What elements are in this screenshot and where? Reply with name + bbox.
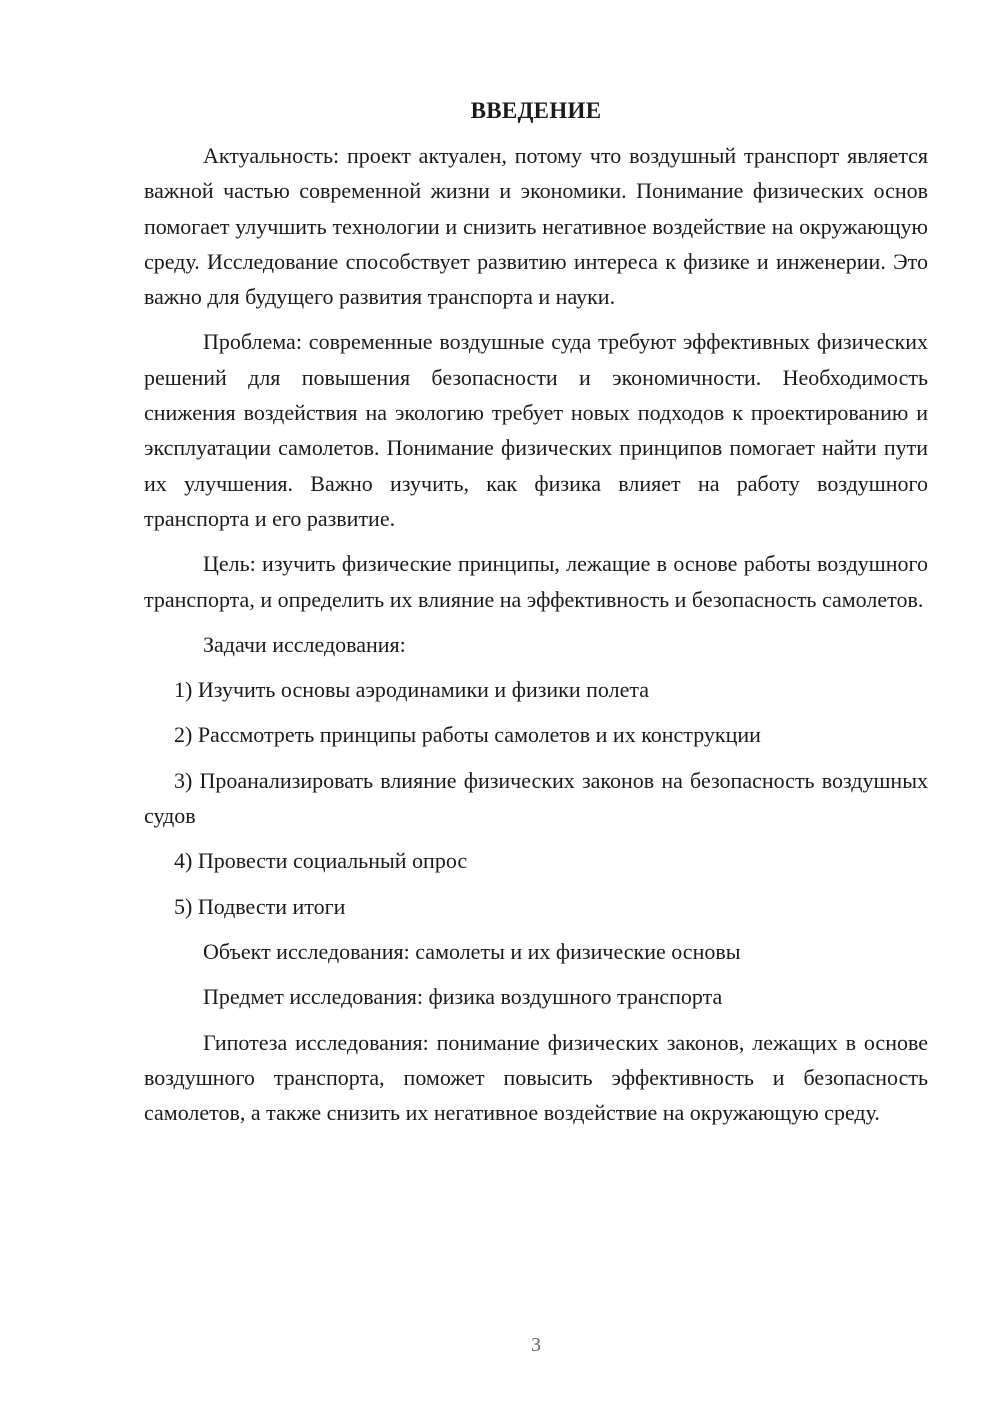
- goal-paragraph: Цель: изучить физические принципы, лежащие в основе работы воздушного транспорта, и определить их влияние на эффективность и безопасность самолетов.: [144, 551, 928, 612]
- tasks-heading: Задачи исследования:: [203, 631, 406, 657]
- hypothesis-paragraph: Гипотеза исследования: понимание физических законов, лежащих в основе воздушного транспорта, поможет повысить эффективность и безопасность самолетов, а также снизить их негативное воздействие на окружающую среду.: [144, 1029, 928, 1126]
- problem-paragraph: Проблема: современные воздушные суда требуют эффективных физических решений для повышения безопасности и экономичности. Необходимость снижения воздействия на экологию требует новых подходов к проектированию и эксплуатации самолетов. Понимание физических принципов помогает найти пути их улучшения. Важно изучить, как физика влияет на работу воздушного транспорта и его развитие.: [144, 329, 928, 531]
- research-object: Объект исследования: самолеты и их физические основы: [203, 938, 741, 964]
- research-subject: Предмет исследования: физика воздушного транспорта: [203, 984, 723, 1010]
- task-item-4: 4) Провести социальный опрос: [174, 848, 468, 874]
- task-item-1: 1) Изучить основы аэродинамики и физики полета: [174, 677, 650, 703]
- page-title: ВВЕДЕНИЕ: [470, 98, 602, 123]
- task-item-2: 2) Рассмотреть принципы работы самолетов и их конструкции: [174, 722, 761, 748]
- task-item-3: 3) Проанализировать влияние физических законов на безопасность воздушных судов: [144, 767, 928, 829]
- document-page: [144, 96, 928, 1140]
- relevance-paragraph: Актуальность: проект актуален, потому что воздушный транспорт является важной частью современной жизни и экономики. Понимание физических основ помогает улучшить технологии и снизить негативное воздействие на окружающую среду. Исследование способствует развитию интереса к физике и инженерии. Это важно для будущего развития транспорта и науки.: [144, 143, 928, 310]
- page-number: 3: [531, 1334, 541, 1356]
- task-item-5: 5) Подвести итоги: [174, 893, 346, 919]
